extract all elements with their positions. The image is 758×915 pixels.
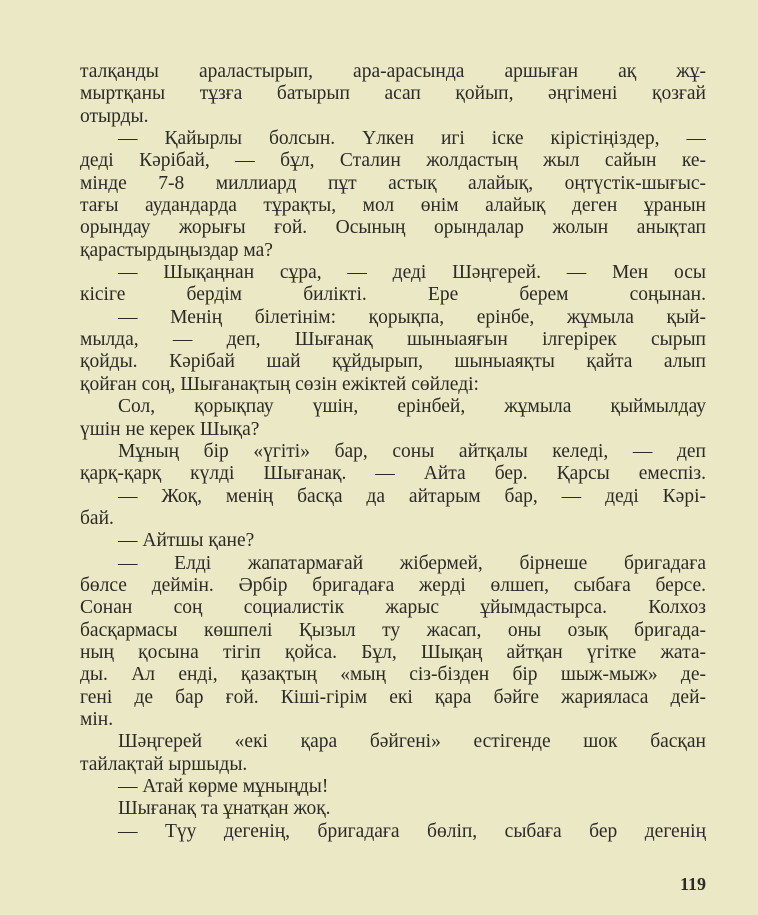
text-line: талқанды араластырып, ара-арасында аршыған ақ жұ-	[80, 61, 706, 82]
text-line: мін.	[80, 708, 114, 730]
text-line: — Шықаңнан сұра, — деді Шәңгерей. — Мен осы	[118, 262, 706, 284]
text-line: — Қайырлы болсын. Үлкен игі іске кірістіңіздер, —	[118, 128, 706, 150]
text-line: тайлақтай ыршыды.	[80, 753, 248, 775]
page-number: 119	[680, 874, 707, 894]
text-line: — Атай көрме мұныңды!	[118, 776, 329, 797]
text-line: — Айтшы қане?	[118, 530, 255, 552]
text-line: мылда, — деп, Шығанақ шыныаяғын ілгерірек сырып	[80, 329, 706, 351]
text-line: тағы аудандарда тұрақты, мол өнім алайық деген ұранын	[80, 195, 706, 217]
text-line: гені де бар ғой. Кіші-гірім екі қара бәйге жарияласа дей-	[80, 686, 706, 708]
text-line: — Түу дегенің, бригадаға бөліп, сыбаға бер дегенің	[118, 820, 706, 842]
text-line: қойды. Кәрібай шай құйдырып, шыныаяқты қайта алып	[80, 351, 706, 373]
text-line: қарастырдыңыздар ма?	[80, 239, 273, 261]
text-line: кісіге бердім билікті. Ере берем соңынан.	[80, 284, 706, 306]
text-line: Шығанақ та ұнатқан жоқ.	[118, 798, 331, 820]
text-line: — Менің білетінім: қорықпа, ерінбе, жұмыла қый-	[118, 306, 706, 328]
text-line: бөлсе деймін. Әрбір бригадаға жерді өлшеп, сыбаға берсе.	[80, 574, 706, 596]
text-line: ның қосына тігіп қойса. Бұл, Шықаң айтқан үгітке жата-	[80, 641, 706, 663]
text-line: мінде 7-8 миллиард пұт астық алайық, оңтүстік-шығыс-	[80, 172, 706, 194]
text-line: деді Кәрібай, — бұл, Сталин жолдастың жыл сайын ке-	[80, 150, 706, 172]
text-line: орындау жорығы ғой. Осының орындалар жолын анықтап	[80, 217, 706, 239]
text-line: басқармасы көшпелі Қызыл ту жасап, оны озық бригада-	[80, 619, 706, 641]
text-line: ды. Ал енді, қазақтың «мың сіз-бізден бір шыж-мыж» де-	[80, 664, 706, 686]
text-line: — Елді жапатармағай жібермей, бірнеше бригадаға	[118, 552, 706, 574]
text-line: Мұның бір «үгіті» бар, соны айтқалы келеді, — деп	[118, 440, 706, 462]
book-page-text	[80, 61, 706, 843]
text-line: Сонан соң социалистік жарыс ұйымдастырса. Колхоз	[80, 597, 706, 619]
text-line: Сол, қорықпау үшін, ерінбей, жұмыла қыймылдау	[118, 396, 706, 418]
text-line: — Жоқ, менің басқа да айтарым бар, — деді Кәрі-	[118, 485, 706, 507]
text-line: қарқ-қарқ күлді Шығанақ. — Айта бер. Қарсы емеспіз.	[80, 463, 706, 485]
text-line: бай.	[80, 507, 114, 529]
text-line: қойған соң, Шығанақтың сөзін ежіктей сөйледі:	[80, 373, 479, 395]
text-line: отырды.	[80, 105, 149, 127]
text-line: мыртқаны тұзға батырып асап қойып, әңгімені қозғай	[80, 83, 706, 105]
text-line: Шәңгерей «екі қара бәйгені» естігенде шок басқан	[118, 731, 706, 753]
text-line: үшін не керек Шықа?	[80, 418, 260, 440]
